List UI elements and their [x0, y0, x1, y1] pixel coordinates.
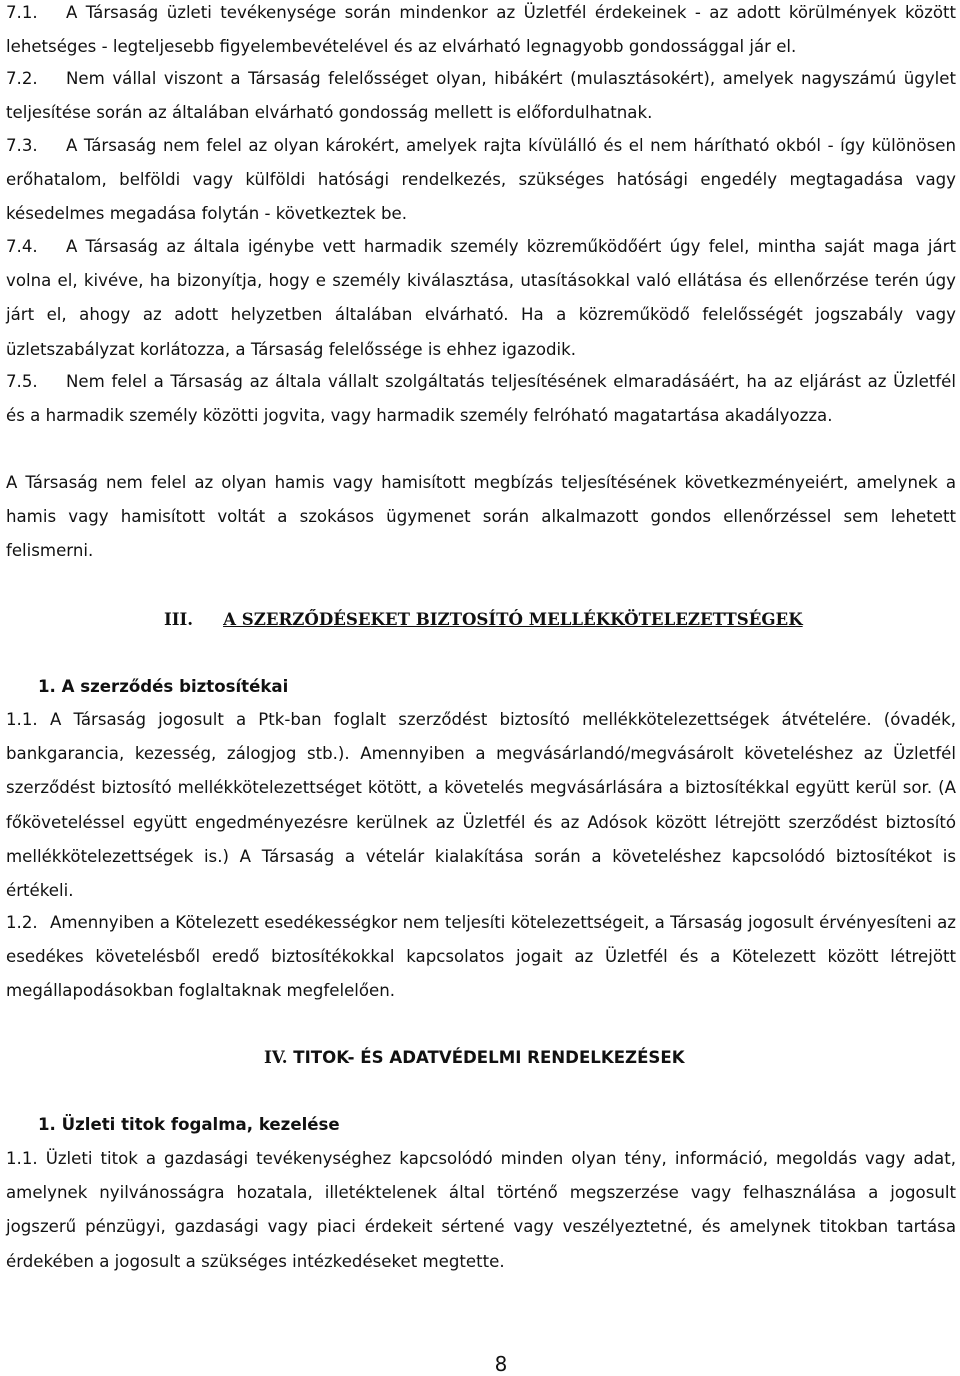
paragraph-1-1-trade-secret [6, 1142, 956, 1279]
section-roman-numeral: IV. [264, 1047, 288, 1067]
subsection-title-guarantees: 1. A szerződés biztosítékai [38, 677, 289, 696]
section-title-text: TITOK- ÉS ADATVÉDELMI RENDELKEZÉSEK [293, 1048, 685, 1067]
paragraph-text: A Társaság nem felel az olyan károkért, amelyek rajta kívülálló és el nem hárítható okból - így különösen erőhatalom, belföldi vagy külföldi hatósági rendelkezés, szükséges hatósági engedély megtagadása vagy késedelmes megadása folytán - következtek be. [6, 136, 956, 224]
paragraph-text: A Társaság az általa igénybe vett harmadik személy közreműködőért úgy felel, mintha saját maga járt volna el, kivéve, ha bizonyítja, hogy e személy kiválasztása, utasításokkal való ellátása és ellenőrzése terén úgy járt el, ahogy az adott helyzetben általában elvárható. Ha a közreműködő felelősségét jogszabály vagy üzletszabályzat korlátozza, a Társaság felelőssége is ehhez igazodik. [6, 237, 956, 359]
paragraph-number: 1.1. [6, 1149, 38, 1168]
paragraph-text: A Társaság jogosult a Ptk-ban foglalt szerződést biztosító mellékkötelezettségek átvételére. (óvadék, bankgarancia, kezesség, zálogjog stb.). Amennyiben a megvásárlandó/megvásárolt követeléshez az Üzletfél szerződést biztosító mellékkötelezettséget kötött, a követelés megvásárlására a biztosítékkal együtt kerül sor. (A főköveteléssel együtt engedményezésre kerülnek az Üzletfél és az Adósok között létrejött szerződést biztosító mellékkötelezettségek is.) A Társaság a vételár kialakítása során a követeléshez kapcsolódó biztosítékot is értékeli. [6, 710, 956, 901]
paragraph-number: 7.3. [6, 136, 38, 155]
paragraph-number: 7.5. [6, 372, 38, 391]
paragraph-7-4 [6, 230, 956, 367]
page-number: 8 [494, 1352, 508, 1376]
section-title-text: A SZERZŐDÉSEKET BIZTOSÍTÓ MELLÉKKÖTELEZETTSÉGEK [223, 609, 803, 629]
paragraph-1-2-guarantees [6, 906, 956, 1009]
paragraph-text: Amennyiben a Kötelezett esedékességkor nem teljesíti kötelezettségeit, a Társaság jogosult érvényesíteni az esedékes követelésből eredő biztosítékokkal kapcsolatos jogait az Üzletfél és a Kötelezett között létrejött megállapodásokban foglaltaknak megfelelően. [6, 913, 956, 1001]
paragraph-text: Nem felel a Társaság az általa vállalt szolgáltatás teljesítésének elmaradásáért, ha az eljárást az Üzletfél és a harmadik személy közötti jogvita, vagy harmadik személy felróható magatartása akadályozza. [6, 372, 956, 426]
paragraph-text: Nem vállal viszont a Társaság felelősséget olyan, hibákért (mulasztásokért), amelyek nagyszámú ügylet teljesítése során az általában elvárható gondosság mellett is előfordulhatnak. [6, 69, 956, 123]
paragraph-7-3 [6, 129, 956, 232]
paragraph-text: Üzleti titok a gazdasági tevékenységhez kapcsolódó minden olyan tény, információ, megoldás vagy adat, amelynek nyilvánosságra hozatala, illetéktelenek által történő megszerzése vagy felhasználása a jogosult jogszerű pénzügyi, gazdasági vagy piaci érdekeit sértené vagy veszélyeztetné, és amelynek titokban tartása érdekében a jogosult a szükséges intézkedéseket megtette. [6, 1149, 956, 1271]
paragraph-forgery [6, 466, 956, 569]
paragraph-1-1-guarantees [6, 703, 956, 908]
paragraph-7-2 [6, 62, 956, 130]
section-title-iv [264, 1040, 685, 1075]
paragraph-number: 7.4. [6, 237, 38, 256]
paragraph-number: 7.1. [6, 3, 38, 22]
paragraph-7-5 [6, 365, 956, 433]
paragraph-number: 1.2. [6, 913, 38, 932]
paragraph-number: 1.1. [6, 710, 38, 729]
section-title-iii [164, 602, 803, 636]
paragraph-text: A Társaság üzleti tevékenysége során mindenkor az Üzletfél érdekeinek - az adott körülmények között lehetséges - legteljesebb figyelembevételével és az elvárható legnagyobb gondossággal jár el. [6, 3, 956, 57]
subsection-title-trade-secret: 1. Üzleti titok fogalma, kezelése [38, 1115, 340, 1134]
paragraph-text: A Társaság nem felel az olyan hamis vagy hamisított megbízás teljesítésének következményeiért, amelynek a hamis vagy hamisított voltát a szokásos ügymenet során alkalmazott gondos ellenőrzéssel sem lehetett felismerni. [6, 473, 956, 561]
paragraph-number: 7.2. [6, 69, 38, 88]
paragraph-7-1 [6, 0, 956, 64]
section-roman-numeral: III. [164, 609, 194, 629]
